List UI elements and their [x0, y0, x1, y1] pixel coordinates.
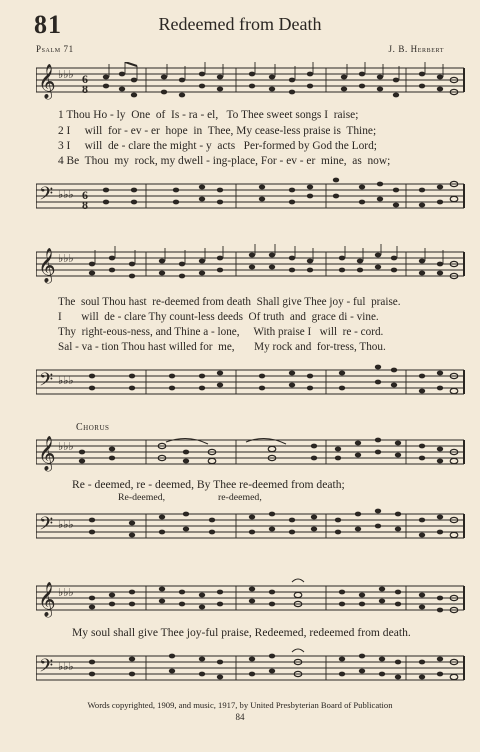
- svg-text:𝄞: 𝄞: [38, 437, 56, 470]
- tie-1: [166, 438, 208, 444]
- treble-staff-4-svg: [36, 578, 466, 620]
- composer-label: J. B. Herbert: [388, 44, 444, 54]
- notes-bass-2: [89, 365, 458, 394]
- notes-bass-3: [89, 509, 458, 538]
- svg-text:♭♭♭: ♭♭♭: [58, 69, 74, 81]
- svg-text:𝄢: 𝄢: [39, 369, 54, 394]
- svg-text:♭♭♭: ♭♭♭: [58, 519, 74, 531]
- notes-treble-1: [103, 72, 458, 98]
- svg-text:𝄞: 𝄞: [38, 249, 56, 282]
- svg-text:♭♭♭: ♭♭♭: [58, 441, 74, 453]
- treble-staff-chorus-2: [36, 578, 466, 620]
- bass-staff-system-2: [36, 362, 466, 404]
- fermata-1: [292, 579, 304, 582]
- notes-treble-2: [89, 253, 458, 279]
- svg-text:𝄞: 𝄞: [38, 65, 56, 98]
- verse-3-line-1: 3 I will de - clare the might - y acts Per-formed by God the Lord;: [58, 140, 377, 152]
- bass-echo-1: Re-deemed,: [118, 492, 166, 503]
- hymn-number: 81: [34, 10, 62, 39]
- svg-text:8: 8: [82, 198, 88, 212]
- treble-staff-chorus-1: [36, 432, 466, 474]
- svg-text:𝄢: 𝄢: [39, 513, 54, 538]
- bass-staff-chorus-2: [36, 648, 466, 690]
- verse-2-line-2: I will de - clare Thy count-less deeds Of truth and grace di - vine.: [58, 311, 379, 323]
- treble-staff-system-1: [36, 62, 466, 102]
- bass-staff-system-1: [36, 176, 466, 216]
- notes-bass-1: [103, 178, 458, 208]
- verse-1-line-2: The soul Thou hast re-deemed from death Shall give Thee joy - ful praise.: [58, 296, 401, 308]
- svg-text:𝄢: 𝄢: [39, 183, 54, 208]
- svg-text:♭♭♭: ♭♭♭: [58, 253, 74, 265]
- notes-treble-3: [79, 438, 458, 464]
- chorus-label: Chorus: [76, 422, 110, 433]
- verse-3-line-2: Thy right-eous-ness, and Thine a - lone, With praise I will re - cord.: [58, 326, 384, 338]
- svg-text:6: 6: [82, 188, 88, 202]
- verse-2-line-1: 2 I will for - ev - er hope in Thee, My cease-less praise is Thine;: [58, 125, 377, 137]
- svg-text:♭♭♭: ♭♭♭: [58, 189, 74, 201]
- bass-staff-1-svg: [36, 176, 466, 216]
- treble-staff-system-2: [36, 244, 466, 286]
- copyright-notice: Words copyrighted, 1909, and music, 1917, by United Presbyterian Board of Publication: [87, 700, 393, 710]
- verse-4-line-2: Sal - va - tion Thou hast willed for me, My rock and for-tress, Thou.: [58, 341, 386, 353]
- notes-bass-4: [89, 654, 458, 680]
- chorus-lyric-line-1: Re - deemed, re - deemed, By Thee re-deemed from death;: [72, 478, 345, 491]
- svg-text:♭♭♭: ♭♭♭: [58, 375, 74, 387]
- treble-staff-1-svg: [36, 62, 466, 102]
- bass-staff-3-svg: [36, 506, 466, 548]
- svg-text:♭♭♭: ♭♭♭: [58, 587, 74, 599]
- verse-4-line-1: 4 Be Thou my rock, my dwell - ing-place, For - ev - er mine, as now;: [58, 155, 391, 167]
- bass-staff-4-svg: [36, 648, 466, 690]
- bass-echo-2: re-deemed,: [218, 492, 262, 503]
- bass-staff-2-svg: [36, 362, 466, 404]
- meter-label: Psalm 71: [36, 44, 74, 54]
- bass-staff-chorus-1: [36, 506, 466, 548]
- verse-1-line-1: 1 Thou Ho - ly One of Is - ra - el, To Thee sweet songs I raise;: [58, 109, 359, 121]
- hymn-title: Redeemed from Death: [158, 14, 322, 34]
- svg-text:𝄢: 𝄢: [39, 655, 54, 680]
- tie-2: [246, 438, 286, 444]
- svg-text:𝄞: 𝄞: [38, 583, 56, 616]
- svg-text:6: 6: [82, 72, 88, 86]
- treble-staff-2-svg: [36, 244, 466, 286]
- fermata-2: [292, 649, 304, 652]
- treble-staff-3-svg: [36, 432, 466, 474]
- svg-text:8: 8: [82, 82, 88, 96]
- svg-text:♭♭♭: ♭♭♭: [58, 661, 74, 673]
- stems-treble-1: [109, 62, 443, 80]
- notes-treble-4: [89, 587, 458, 613]
- chorus-lyric-line-2: My soul shall give Thee joy-ful praise, Redeemed, redeemed from death.: [72, 626, 411, 639]
- page-number: 84: [235, 712, 245, 722]
